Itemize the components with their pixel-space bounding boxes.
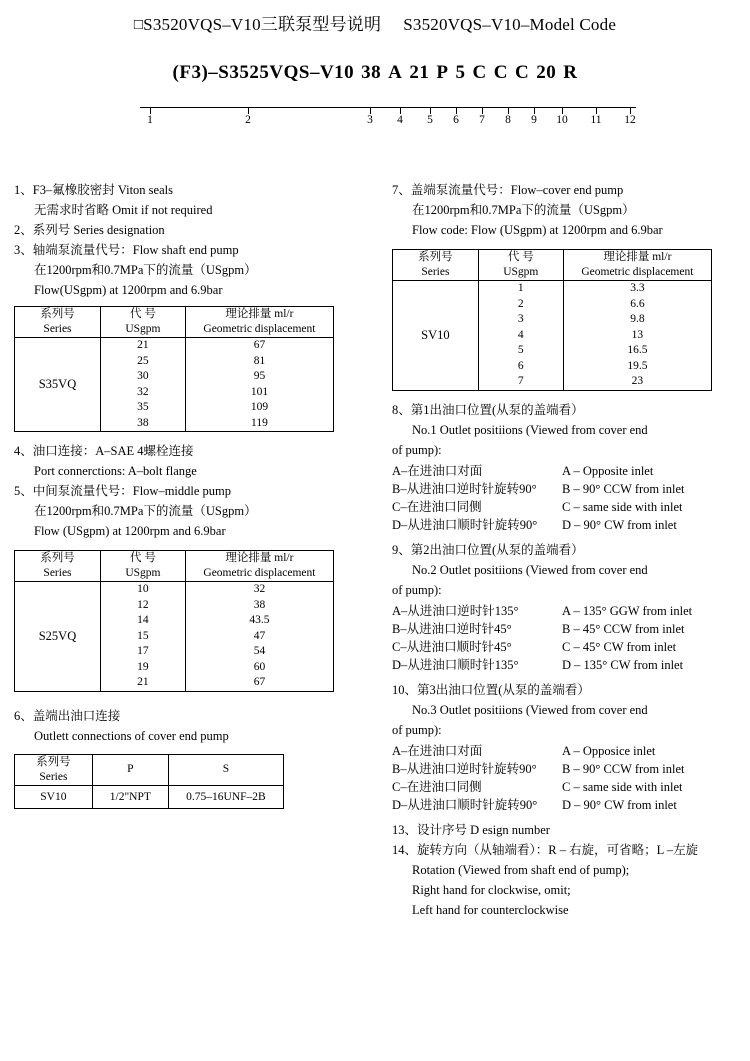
model-code-part-3: A bbox=[388, 62, 403, 83]
table-row bbox=[15, 338, 334, 432]
tick-number-10: 10 bbox=[556, 114, 568, 126]
header-displacement bbox=[563, 250, 711, 281]
item-10-option-d-en: D – 90° CW from inlet bbox=[562, 797, 677, 812]
cell-displacement-list bbox=[563, 281, 711, 391]
table-shaft-end-flow bbox=[14, 306, 334, 432]
item-9-line-2: No.2 Outlet positiions (Viewed from cover end bbox=[412, 562, 648, 577]
usgpm-1: 10 bbox=[137, 583, 149, 595]
displacement-7: 23 bbox=[631, 375, 644, 387]
usgpm-6: 19 bbox=[137, 660, 149, 673]
item-8-line-3: of pump): bbox=[392, 442, 442, 457]
cell-usgpm-list bbox=[478, 281, 563, 391]
displacement-7: 67 bbox=[253, 676, 266, 688]
header-displacement-en: Geometric displacement bbox=[581, 266, 694, 278]
item-9-option-c-en: C – 45° CW from inlet bbox=[562, 639, 677, 654]
displacement-6: 19.5 bbox=[627, 359, 648, 372]
header-displacement-cn: 理论排量 ml/r bbox=[603, 251, 672, 263]
item-8-option-a-en: A – Opposite inlet bbox=[562, 463, 654, 478]
usgpm-3: 14 bbox=[137, 614, 149, 626]
item-9-option-d-en: D – 135° CW from inlet bbox=[562, 657, 684, 672]
model-code-part-5: P bbox=[436, 62, 449, 83]
page-title-en: S3520VQS–V10–Model Code bbox=[403, 15, 617, 34]
usgpm-3: 30 bbox=[137, 370, 149, 382]
displacement-4: 13 bbox=[631, 328, 644, 341]
header-code bbox=[478, 250, 563, 281]
left-column bbox=[14, 182, 369, 809]
item-5-flow-middle-pump bbox=[14, 483, 369, 540]
model-code-tick-numbers bbox=[140, 114, 636, 130]
item-3-line-2: 在1200rpm和0.7MPa下的流量（USgpm） bbox=[34, 263, 257, 277]
item-7-flow-cover-end-pump bbox=[392, 182, 742, 239]
header-series-cn: 系列号 bbox=[40, 308, 75, 320]
model-code-part-11: R bbox=[563, 62, 578, 83]
page-title-cn: S3520VQS–V10三联泵型号说明 bbox=[143, 15, 382, 34]
displacement-1: 32 bbox=[253, 583, 266, 595]
item-14-line-4: Left hand for counterclockwise bbox=[412, 902, 569, 917]
right-column bbox=[392, 182, 742, 922]
header-series-cn: 系列号 bbox=[40, 552, 75, 564]
item-8-option-d bbox=[392, 516, 742, 534]
item-7-line-2: 在1200rpm和0.7MPa下的流量（USgpm） bbox=[412, 203, 635, 217]
tick-number-1: 1 bbox=[147, 114, 153, 126]
item-8-option-c-en: C – same side with inlet bbox=[562, 499, 683, 514]
item-8-option-c bbox=[392, 498, 742, 516]
cell-usgpm-list bbox=[100, 338, 185, 432]
item-9-option-c-cn: C–从进油口顺时针45° bbox=[392, 639, 512, 654]
table-row bbox=[15, 307, 334, 338]
header-series-en: Series bbox=[43, 323, 72, 335]
header-series-en: Series bbox=[421, 266, 450, 278]
item-6-line-1: 6、盖端出油口连接 bbox=[14, 708, 121, 723]
tick-number-6: 6 bbox=[453, 114, 459, 126]
cell-s-value: 0.75–16UNF–2B bbox=[168, 785, 283, 808]
header-displacement-en: Geometric displacement bbox=[203, 323, 316, 335]
usgpm-7: 7 bbox=[517, 375, 524, 387]
item-1-line-2: 无需求时省略 Omit if not required bbox=[34, 203, 213, 217]
item-8-option-a bbox=[392, 462, 742, 480]
item-2-series-designation bbox=[14, 222, 369, 239]
usgpm-6: 38 bbox=[137, 416, 149, 429]
item-6-line-2: Outlett connections of cover end pump bbox=[34, 728, 229, 743]
tick-number-9: 9 bbox=[531, 114, 537, 126]
header-displacement bbox=[185, 307, 333, 338]
item-10-line-3: of pump): bbox=[392, 722, 442, 737]
tick-number-12: 12 bbox=[624, 114, 636, 126]
usgpm-2: 12 bbox=[137, 598, 149, 611]
table-middle-pump-flow bbox=[14, 550, 334, 692]
item-10-option-c-cn: C–在进油口同侧 bbox=[392, 779, 482, 794]
usgpm-1: 1 bbox=[517, 282, 524, 294]
item-7-line-1: 7、盖端泵流量代号：Flow–cover end pump bbox=[392, 183, 624, 197]
displacement-6: 60 bbox=[253, 660, 266, 673]
displacement-3: 95 bbox=[253, 370, 266, 382]
item-5-line-1: 5、中间泵流量代号：Flow–middle pump bbox=[14, 484, 232, 498]
item-2-line-1: 2、系列号 Series designation bbox=[14, 223, 165, 237]
page-title bbox=[0, 10, 750, 35]
item-10-option-a-cn: A–在进油口对面 bbox=[392, 743, 483, 758]
item-9-option-a-cn: A–从进油口逆时针135° bbox=[392, 603, 519, 618]
item-1-viton-seals bbox=[14, 182, 369, 219]
displacement-1: 3.3 bbox=[630, 282, 645, 294]
header-s-label: S bbox=[222, 763, 230, 775]
displacement-1: 67 bbox=[253, 339, 266, 351]
usgpm-5: 17 bbox=[137, 645, 149, 657]
tick-number-5: 5 bbox=[427, 114, 433, 126]
usgpm-5: 35 bbox=[137, 401, 149, 413]
header-code-cn: 代 号 bbox=[507, 251, 534, 263]
model-code-part-2: 38 bbox=[361, 62, 382, 83]
usgpm-4: 4 bbox=[517, 328, 524, 341]
item-14-line-3: Right hand for clockwise, omit; bbox=[412, 882, 571, 897]
item-10-option-d bbox=[392, 796, 742, 814]
displacement-3: 9.8 bbox=[630, 313, 645, 325]
cell-usgpm-list bbox=[100, 582, 185, 692]
item-8-option-b-en: B – 90° CCW from inlet bbox=[562, 481, 685, 496]
model-code-part-7: C bbox=[472, 62, 487, 83]
item-5-line-2: 在1200rpm和0.7MPa下的流量（USgpm） bbox=[34, 504, 257, 518]
displacement-5: 54 bbox=[253, 645, 266, 657]
usgpm-7: 21 bbox=[137, 676, 149, 688]
item-9-option-b-en: B – 45° CCW from inlet bbox=[562, 621, 685, 636]
cell-series-value: SV10 bbox=[15, 785, 93, 808]
table-row bbox=[393, 250, 712, 281]
item-7-line-3: Flow code: Flow (USgpm) at 1200rpm and 6.9bar bbox=[412, 223, 663, 237]
item-8-option-b bbox=[392, 480, 742, 498]
item-8-option-a-cn: A–在进油口对面 bbox=[392, 463, 483, 478]
usgpm-4: 32 bbox=[137, 385, 149, 398]
header-displacement bbox=[185, 551, 333, 582]
table-row bbox=[15, 785, 284, 808]
displacement-6: 119 bbox=[251, 416, 268, 429]
item-3-line-3: Flow(USgpm) at 1200rpm and 6.9bar bbox=[34, 283, 223, 297]
usgpm-4: 15 bbox=[137, 629, 149, 642]
item-8-outlet-position-1 bbox=[392, 402, 742, 534]
item-10-option-b bbox=[392, 760, 742, 778]
header-code-en: USgpm bbox=[125, 323, 161, 335]
header-series-cn: 系列号 bbox=[36, 755, 71, 768]
table-outlet-connections bbox=[14, 754, 284, 809]
item-9-line-1: 9、第2出油口位置(从泵的盖端看） bbox=[392, 542, 584, 557]
table-cover-end-flow bbox=[392, 249, 712, 391]
tick-number-11: 11 bbox=[590, 114, 602, 126]
header-code bbox=[100, 551, 185, 582]
displacement-5: 16.5 bbox=[627, 344, 648, 356]
item-14-rotation-direction bbox=[392, 842, 742, 919]
item-14-line-1: 14、旋转方向（从轴端看）：R – 右旋，可省略；L –左旋 bbox=[392, 842, 699, 857]
square-symbol-icon: □ bbox=[133, 17, 144, 33]
item-9-option-b bbox=[392, 620, 742, 638]
item-3-line-1: 3、轴端泵流量代号：Flow shaft end pump bbox=[14, 243, 239, 257]
item-9-option-d bbox=[392, 656, 742, 674]
model-code-part-4: 21 bbox=[409, 62, 430, 83]
header-code-cn: 代 号 bbox=[129, 552, 156, 564]
tick-number-3: 3 bbox=[367, 114, 373, 126]
table-row bbox=[15, 582, 334, 692]
tick-number-8: 8 bbox=[505, 114, 511, 126]
header-displacement-cn: 理论排量 ml/r bbox=[225, 308, 294, 320]
usgpm-5: 5 bbox=[517, 344, 524, 356]
header-code bbox=[100, 307, 185, 338]
tick-number-2: 2 bbox=[245, 114, 251, 126]
model-code-part-1: (F3)–S3525VQS–V10 bbox=[172, 62, 355, 83]
item-10-line-1: 10、第3出油口位置(从泵的盖端看） bbox=[392, 682, 590, 697]
cell-displacement-list bbox=[185, 582, 333, 692]
item-9-line-3: of pump): bbox=[392, 582, 442, 597]
item-10-option-c bbox=[392, 778, 742, 796]
item-9-option-a-en: A – 135° GGW from inlet bbox=[562, 603, 693, 618]
item-4-line-2: Port connerctions: A–bolt flange bbox=[34, 464, 197, 478]
displacement-3: 43.5 bbox=[249, 614, 270, 626]
item-9-option-b-cn: B–从进油口逆时针45° bbox=[392, 621, 512, 636]
usgpm-3: 3 bbox=[517, 313, 524, 325]
table-row bbox=[393, 281, 712, 391]
tick-number-4: 4 bbox=[397, 114, 403, 126]
item-8-option-b-cn: B–从进油口逆时针旋转90° bbox=[392, 481, 537, 496]
item-3-flow-shaft-end-pump bbox=[14, 242, 369, 299]
tick-number-7: 7 bbox=[479, 114, 485, 126]
header-series-en: Series bbox=[43, 567, 72, 579]
item-4-line-1: 4、油口连接：A–SAE 4螺栓连接 bbox=[14, 444, 194, 458]
item-9-option-a bbox=[392, 602, 742, 620]
model-code-line bbox=[0, 62, 750, 84]
header-code-cn: 代 号 bbox=[129, 308, 156, 320]
cell-displacement-list bbox=[185, 338, 333, 432]
item-10-option-a-en: A – Opposice inlet bbox=[562, 743, 656, 758]
item-10-option-b-cn: B–从进油口逆时针旋转90° bbox=[392, 761, 537, 776]
cell-series-value: SV10 bbox=[393, 281, 479, 391]
header-s bbox=[168, 754, 283, 785]
header-code-en: USgpm bbox=[125, 567, 161, 579]
usgpm-1: 21 bbox=[137, 339, 149, 351]
cell-series-value: S35VQ bbox=[15, 338, 101, 432]
item-5-line-3: Flow (USgpm) at 1200rpm and 6.9bar bbox=[34, 524, 226, 538]
item-10-outlet-position-3 bbox=[392, 682, 742, 814]
item-14-line-2: Rotation (Viewed from shaft end of pump); bbox=[412, 862, 630, 877]
header-series-cn: 系列号 bbox=[418, 251, 453, 263]
displacement-4: 101 bbox=[250, 385, 269, 398]
header-series bbox=[15, 551, 101, 582]
displacement-2: 6.6 bbox=[630, 297, 645, 310]
header-series bbox=[393, 250, 479, 281]
cell-series-value: S25VQ bbox=[15, 582, 101, 692]
table-row bbox=[15, 754, 284, 785]
header-code-en: USgpm bbox=[503, 266, 539, 278]
header-displacement-en: Geometric displacement bbox=[203, 567, 316, 579]
cell-p-value: 1/2"NPT bbox=[92, 785, 168, 808]
displacement-5: 109 bbox=[250, 401, 269, 413]
item-10-line-2: No.3 Outlet positiions (Viewed from cover end bbox=[412, 702, 648, 717]
item-4-port-connections bbox=[14, 443, 369, 480]
item-9-outlet-position-2 bbox=[392, 542, 742, 674]
header-displacement-cn: 理论排量 ml/r bbox=[225, 552, 294, 564]
header-series bbox=[15, 754, 93, 785]
item-13-line-1: 13、设计序号 D esign number bbox=[392, 822, 550, 837]
item-6-cover-end-outlet-connections bbox=[14, 708, 369, 745]
model-code-part-8: C bbox=[493, 62, 508, 83]
item-8-line-2: No.1 Outlet positiions (Viewed from cover end bbox=[412, 422, 648, 437]
item-8-option-d-en: D – 90° CW from inlet bbox=[562, 517, 677, 532]
displacement-2: 81 bbox=[253, 354, 266, 367]
item-8-option-d-cn: D–从进油口顺时针旋转90° bbox=[392, 517, 538, 532]
usgpm-2: 25 bbox=[137, 354, 149, 367]
item-10-option-d-cn: D–从进油口顺时针旋转90° bbox=[392, 797, 538, 812]
item-9-option-d-cn: D–从进油口顺时针135° bbox=[392, 657, 519, 672]
table-row bbox=[15, 551, 334, 582]
item-10-option-a bbox=[392, 742, 742, 760]
item-1-line-1: 1、F3–氟橡胶密封 Viton seals bbox=[14, 183, 173, 197]
displacement-4: 47 bbox=[253, 629, 266, 642]
header-series bbox=[15, 307, 101, 338]
item-8-option-c-cn: C–在进油口同侧 bbox=[392, 499, 482, 514]
item-10-option-c-en: C – same side with inlet bbox=[562, 779, 683, 794]
model-code-part-10: 20 bbox=[536, 62, 557, 83]
displacement-2: 38 bbox=[253, 598, 266, 611]
item-9-option-c bbox=[392, 638, 742, 656]
item-10-option-b-en: B – 90° CCW from inlet bbox=[562, 761, 685, 776]
usgpm-6: 6 bbox=[517, 359, 524, 372]
header-p bbox=[92, 754, 168, 785]
item-8-line-1: 8、第1出油口位置(从泵的盖端看） bbox=[392, 402, 584, 417]
usgpm-2: 2 bbox=[517, 297, 524, 310]
model-code-part-6: 5 bbox=[455, 62, 466, 83]
item-13-design-number bbox=[392, 822, 742, 839]
model-code-part-9: C bbox=[514, 62, 530, 83]
header-p-label: P bbox=[127, 763, 134, 775]
header-series-en: Series bbox=[39, 770, 68, 783]
